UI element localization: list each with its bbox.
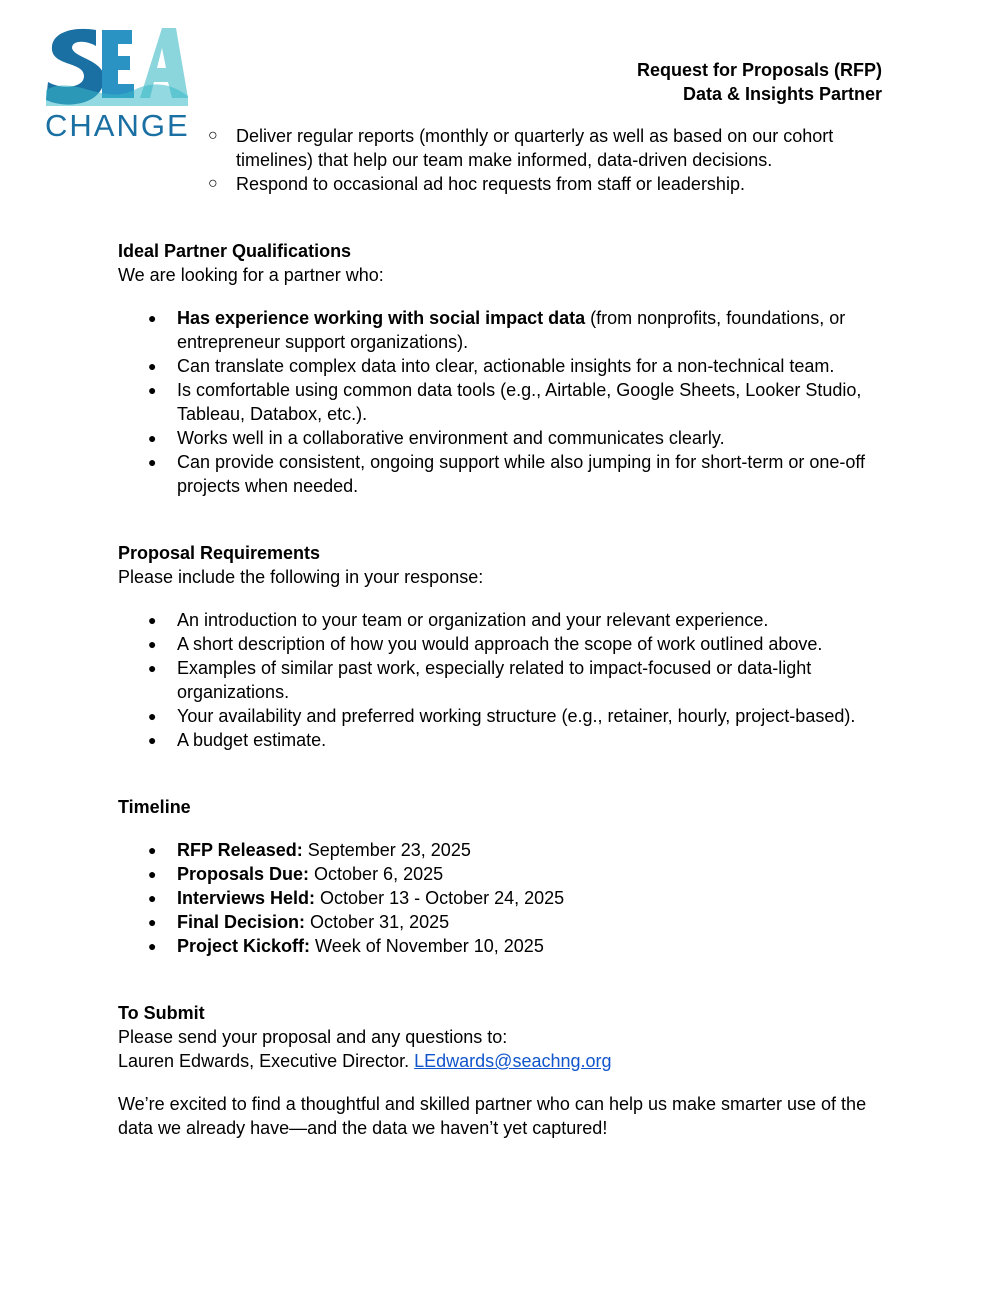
- list-item: [148, 306, 878, 354]
- list-item-text: Examples of similar past work, especially related to impact-focused or data-light organizations.: [177, 658, 812, 702]
- sea-change-logo-mark: [44, 24, 188, 106]
- contact-email-link[interactable]: LEdwards@seachng.org: [414, 1051, 612, 1071]
- list-item-text: Can provide consistent, ongoing support while also jumping in for short-term or one-off projects when needed.: [177, 452, 866, 496]
- list-item: [148, 656, 878, 704]
- timeline-list: [118, 838, 878, 958]
- list-item-text: Can translate complex data into clear, actionable insights for a non-technical team.: [177, 356, 835, 376]
- timeline-value: October 13 - October 24, 2025: [315, 888, 565, 908]
- qualifications-list: [118, 306, 878, 498]
- submit-heading: To Submit: [118, 1003, 205, 1023]
- list-item: [148, 378, 878, 426]
- timeline-label: Interviews Held:: [177, 888, 316, 908]
- timeline-item: [148, 886, 878, 910]
- list-item: [148, 704, 878, 728]
- timeline-item: [148, 910, 878, 934]
- list-item: [208, 124, 878, 172]
- requirements-heading: Proposal Requirements: [118, 543, 321, 563]
- timeline-item: [148, 862, 878, 886]
- timeline-heading: Timeline: [118, 797, 191, 817]
- closing-paragraph: We’re excited to find a thoughtful and skilled partner who can help us make smarter use of the data we already have—and the data we haven’t yet captured!: [118, 1094, 867, 1138]
- bullet-icon: ●: [148, 938, 157, 954]
- list-item: [208, 172, 878, 196]
- timeline-value: Week of November 10, 2025: [310, 936, 544, 956]
- list-item-text: A short description of how you would approach the scope of work outlined above.: [177, 634, 823, 654]
- bullet-icon: ●: [148, 358, 157, 374]
- bullet-icon: ●: [148, 914, 157, 930]
- hollow-bullet-icon: ○: [208, 175, 218, 192]
- bullet-icon: ●: [148, 612, 157, 628]
- list-item-text: Deliver regular reports (monthly or quarterly as well as based on our cohort timelines) that help our team make informed, data-driven decisions.: [236, 126, 834, 170]
- bullet-icon: ●: [148, 454, 157, 470]
- timeline-label: Proposals Due:: [177, 864, 310, 884]
- timeline-item: [148, 838, 878, 862]
- header-subtitle: Data & Insights Partner: [682, 84, 882, 104]
- timeline-label: Final Decision:: [177, 912, 306, 932]
- list-item-text: (from nonprofits, foundations, or entrepreneur support organizations).: [177, 308, 846, 352]
- requirements-intro: Please include the following in your response:: [118, 567, 484, 587]
- submit-instructions: Please send your proposal and any questions to:: [118, 1027, 508, 1047]
- bullet-icon: ●: [148, 382, 157, 398]
- submit-contact-line: [118, 1049, 878, 1073]
- list-item: [148, 728, 878, 752]
- document-body: [118, 124, 878, 1140]
- document-header: [637, 58, 882, 106]
- logo-wordmark: CHANGE: [45, 108, 190, 143]
- list-item-text: A budget estimate.: [177, 730, 327, 750]
- bullet-icon: ●: [148, 430, 157, 446]
- timeline-label: RFP Released:: [177, 840, 303, 860]
- timeline-label: Project Kickoff:: [177, 936, 311, 956]
- list-item: [148, 450, 878, 498]
- list-item-bold: Has experience working with social impact data: [177, 308, 586, 328]
- requirements-list: [118, 608, 878, 752]
- contact-name: Lauren Edwards, Executive Director.: [118, 1051, 415, 1071]
- timeline-value: October 6, 2025: [309, 864, 444, 884]
- list-item: [148, 632, 878, 656]
- hollow-bullet-icon: ○: [208, 127, 218, 144]
- list-item-text: An introduction to your team or organization and your relevant experience.: [177, 610, 769, 630]
- list-item: [148, 354, 878, 378]
- list-item-text: Is comfortable using common data tools (e.g., Airtable, Google Sheets, Looker Studio, Tableau, Databox, etc.).: [177, 380, 862, 424]
- timeline-value: September 23, 2025: [302, 840, 471, 860]
- list-item-text: Your availability and preferred working structure (e.g., retainer, hourly, project-based).: [177, 706, 856, 726]
- bullet-icon: ●: [148, 708, 157, 724]
- bullet-icon: ●: [148, 866, 157, 882]
- scope-sub-list: [118, 124, 878, 196]
- bullet-icon: ●: [148, 732, 157, 748]
- list-item-text: Respond to occasional ad hoc requests from staff or leadership.: [236, 174, 745, 194]
- bullet-icon: ●: [148, 842, 157, 858]
- list-item-text: Works well in a collaborative environment and communicates clearly.: [177, 428, 725, 448]
- qualifications-heading: Ideal Partner Qualifications: [118, 241, 352, 261]
- timeline-value: October 31, 2025: [305, 912, 450, 932]
- bullet-icon: ●: [148, 660, 157, 676]
- list-item: [148, 426, 878, 450]
- bullet-icon: ●: [148, 636, 157, 652]
- timeline-item: [148, 934, 878, 958]
- qualifications-intro: We are looking for a partner who:: [118, 265, 384, 285]
- header-title: Request for Proposals (RFP): [636, 60, 882, 80]
- bullet-icon: ●: [148, 310, 157, 326]
- list-item: [148, 608, 878, 632]
- bullet-icon: ●: [148, 890, 157, 906]
